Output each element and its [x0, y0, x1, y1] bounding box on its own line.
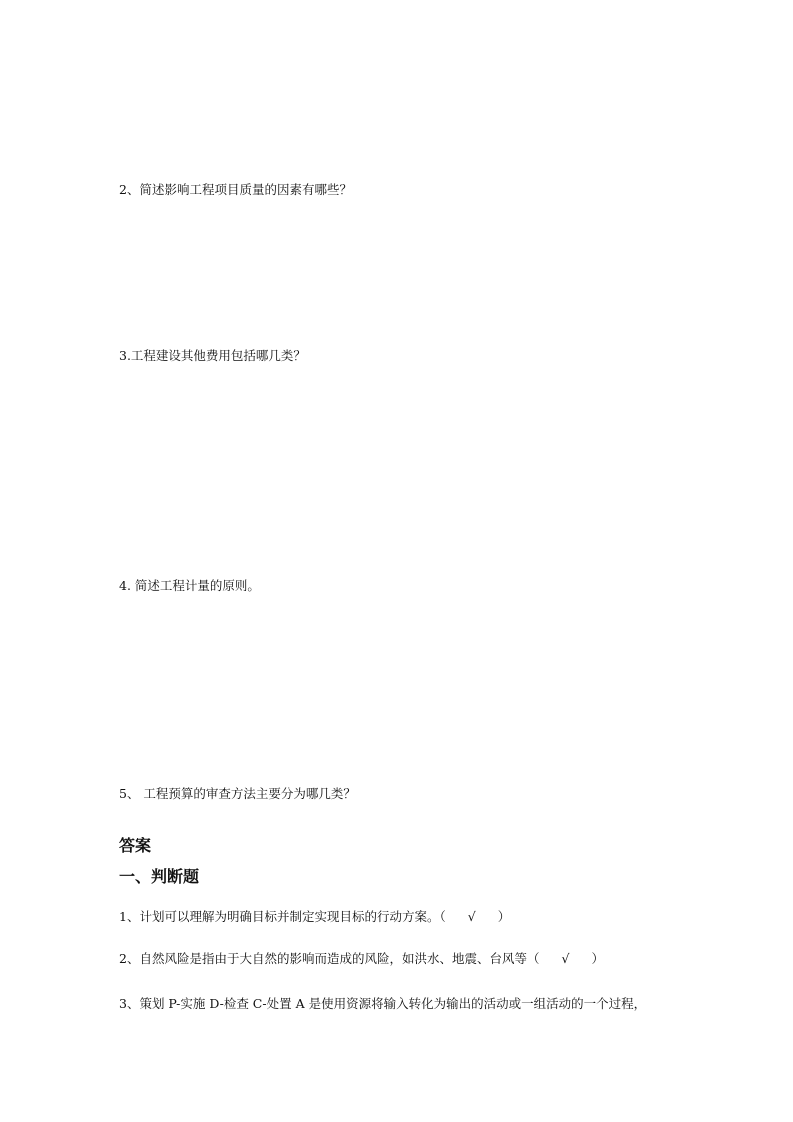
answer-item-1 — [119, 908, 510, 926]
answer-item-2 — [119, 950, 604, 968]
question-2: 2、简述影响工程项目质量的因素有哪些？ — [119, 182, 352, 197]
question-4: 4. 简述工程计量的原则。 — [119, 578, 260, 593]
answer-item-2-text: 2、自然风险是指由于大自然的影响而造成的风险，如洪水、地震、台风等（ — [119, 951, 540, 966]
section-1-title: 一、判断题 — [119, 867, 200, 886]
answer-item-1-text: 1、计划可以理解为明确目标并制定实现目标的行动方案。（ — [119, 909, 446, 924]
answer-item-3 — [119, 995, 646, 1013]
answer-item-1-mark: √ — [467, 909, 476, 924]
answer-item-2-mark: √ — [561, 951, 570, 966]
answers-title: 答案 — [119, 836, 152, 855]
answer-item-2-close: ） — [591, 951, 604, 966]
answer-item-1-close: ） — [497, 909, 511, 924]
question-5: 5、 工程预算的审查方法主要分为哪几类？ — [119, 786, 356, 801]
answer-item-3-text: 3、策划 P-实施 D-检查 C-处置 A 是使用资源将输入转化为输出的活动或一组活动的一个过程， — [119, 996, 647, 1011]
question-3: 3.工程建设其他费用包括哪几类？ — [119, 348, 306, 363]
